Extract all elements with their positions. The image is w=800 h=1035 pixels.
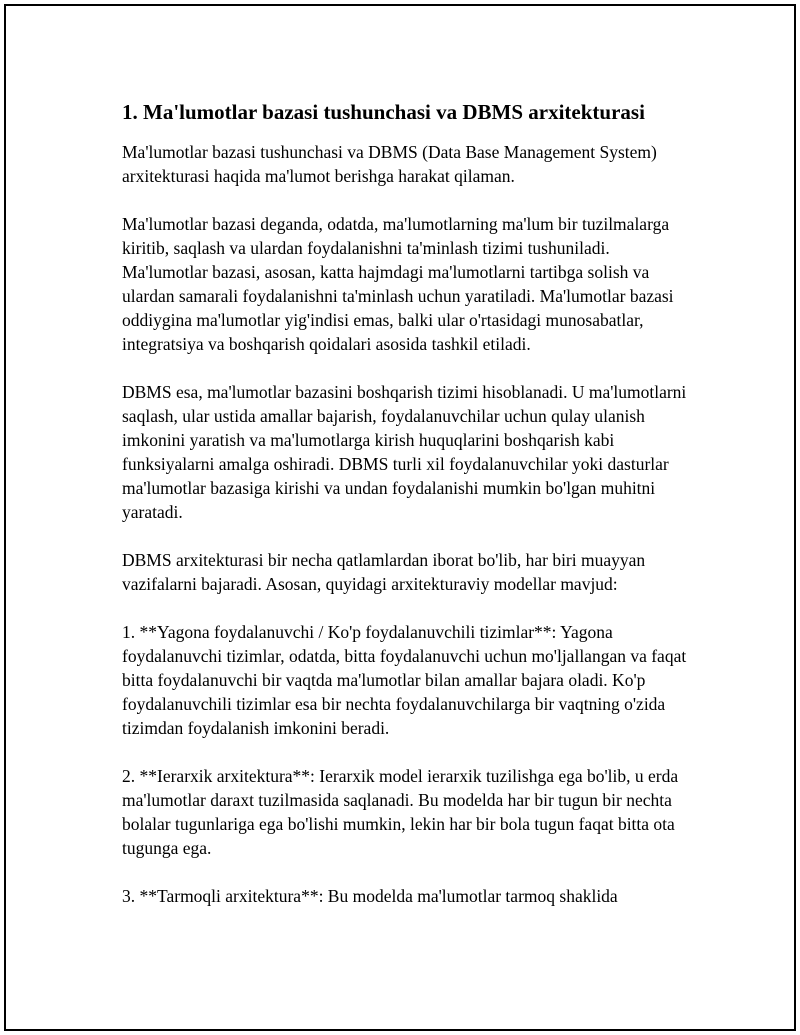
document-title: 1. Ma'lumotlar bazasi tushunchasi va DBMS arxitekturasi: [122, 100, 645, 124]
paragraph-network: 3. **Tarmoqli arxitektura**: Bu modelda ma'lumotlar tarmoq shaklida: [122, 886, 618, 906]
document-content: [122, 98, 692, 932]
paragraph-hierarchical: 2. **Ierarxik arxitektura**: Ierarxik model ierarxik tuzilishga ega bo'lib, u erda ma'lumotlar daraxt tuzilmasida saqlanadi. Bu modelda har bir tugun bir nechta bolalar tugunlariga ega bo'lishi mumkin, lekin har bir bola tugun faqat bitta ota tugunga ega.: [122, 766, 679, 858]
paragraph-intro: Ma'lumotlar bazasi tushunchasi va DBMS (Data Base Management System) arxitekturasi haqida ma'lumot berishga harakat qilaman.: [122, 142, 657, 186]
paragraph-architecture-intro: DBMS arxitekturasi bir necha qatlamlardan iborat bo'lib, har biri muayyan vazifalarni bajaradi. Asosan, quyidagi arxitekturaviy modellar mavjud:: [122, 550, 646, 594]
paragraph-dbms-definition: DBMS esa, ma'lumotlar bazasini boshqarish tizimi hisoblanadi. U ma'lumotlarni saqlash, ular ustida amallar bajarish, foydalanuvchilar uchun qulay ulanish imkonini yaratish va ma'lumotlarga kirish huquqlarini boshqarish kabi funksiyalarni amalga oshiradi. DBMS turli xil foydalanuvchilar yoki dasturlar ma'lumotlar bazasiga kirishi va undan foydalanishi mumkin bo'lgan muhitni yaratadi.: [122, 382, 687, 522]
paragraph-single-multi-user: 1. **Yagona foydalanuvchi / Ko'p foydalanuvchili tizimlar**: Yagona foydalanuvchi tizimlar, odatda, bitta foydalanuvchi uchun mo'ljallangan va faqat bitta foydalanuvchi bir vaqtda ma'lumotlar bilan amallar bajara oladi. Ko'p foydalanuvchili tizimlar esa bir nechta foydalanuvchilarga bir vaqtning o'zida tizimdan foydalanish imkonini beradi.: [122, 622, 687, 738]
paragraph-database-definition: Ma'lumotlar bazasi deganda, odatda, ma'lumotlarning ma'lum bir tuzilmalarga kiritib, saqlash va ulardan foydalanishni ta'minlash tizimi tushuniladi. Ma'lumotlar bazasi, asosan, katta hajmdagi ma'lumotlarni tartibga solish va ulardan samarali foydalanishni ta'minlash uchun yaratiladi. Ma'lumotlar bazasi oddiygina ma'lumotlar yig'indisi emas, balki ular o'rtasidagi munosabatlar, integratsiya va boshqarish qoidalari asosida tashkil etiladi.: [122, 214, 674, 354]
document-page: [4, 4, 796, 1031]
